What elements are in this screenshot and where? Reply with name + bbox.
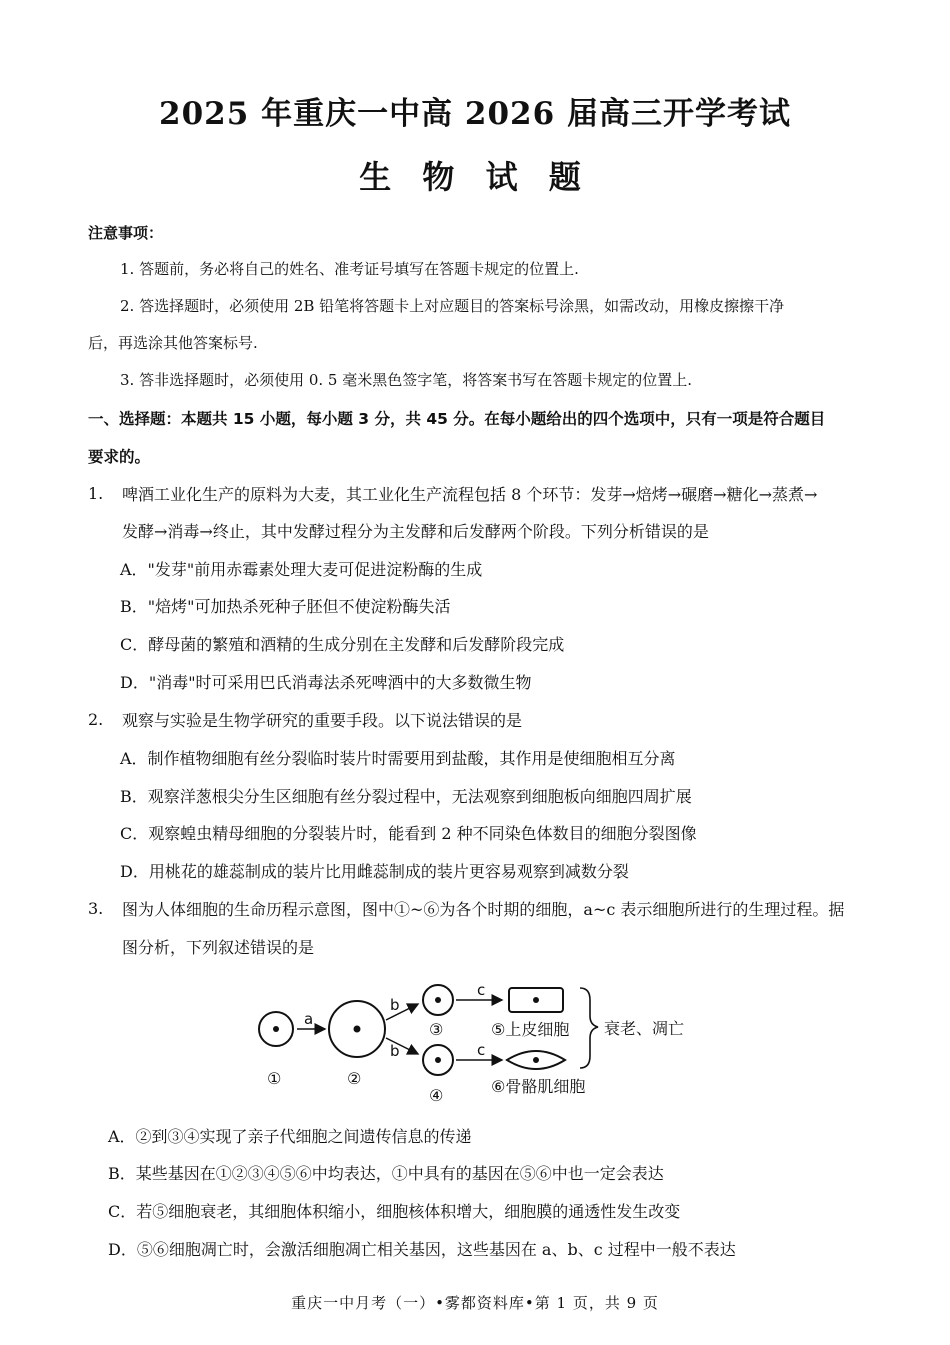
cell-3-label: ③ (429, 1020, 444, 1039)
question-stem: 图为人体细胞的生命历程示意图，图中①~⑥为各个时期的细胞，a~c 表示细胞所进行的生理过程。据 (122, 900, 845, 919)
option-d: D．"消毒"时可采用巴氏消毒法杀死啤酒中的大多数微生物 (120, 673, 532, 692)
arrow-a-label: a (304, 1010, 314, 1028)
page-footer: 重庆一中月考（一）•雾都资料库•第 1 页，共 9 页 (291, 1294, 659, 1312)
notice-item-2-line-2: 后，再选涂其他答案标号. (88, 334, 258, 352)
question-number: 3. (88, 899, 104, 918)
cell-2-nucleus (354, 1026, 361, 1033)
subject-title: 生 物 试 题 (359, 158, 591, 196)
option-a: A．制作植物细胞有丝分裂临时装片时需要用到盐酸，其作用是使细胞相互分离 (120, 749, 676, 768)
cell-2-label: ② (347, 1069, 362, 1088)
option-c: C．观察蝗虫精母细胞的分裂装片时，能看到 2 种不同染色体数目的细胞分裂图像 (120, 824, 697, 843)
notice-item-1: 1. 答题前，务必将自己的姓名、准考证号填写在答题卡规定的位置上. (120, 260, 579, 278)
cell-6-nucleus (533, 1057, 539, 1063)
arrow-b-upper-label: b (390, 996, 400, 1014)
option-c: C．酵母菌的繁殖和酒精的生成分别在主发酵和后发酵阶段完成 (120, 635, 565, 654)
option-b: B．"焙烤"可加热杀死种子胚但不使淀粉酶失活 (120, 597, 451, 616)
section-heading-line-2: 要求的。 (88, 448, 151, 466)
cell-life-history-diagram (250, 980, 710, 1110)
notice-heading: 注意事项： (88, 224, 164, 242)
option-d: D．⑤⑥细胞凋亡时，会激活细胞凋亡相关基因，这些基因在 a、b、c 过程中一般不表达 (108, 1240, 736, 1259)
option-a: A．"发芽"前用赤霉素处理大麦可促进淀粉酶的生成 (120, 560, 483, 579)
fate-label: 衰老、凋亡 (604, 1019, 685, 1038)
option-a: A．②到③④实现了亲子代细胞之间遗传信息的传递 (108, 1127, 472, 1146)
option-d: D．用桃花的雄蕊制成的装片比用雌蕊制成的装片更容易观察到减数分裂 (120, 862, 629, 881)
cell-1-nucleus (273, 1026, 279, 1032)
arrow-c-upper-label: c (477, 981, 486, 999)
cell-4-nucleus (435, 1057, 441, 1063)
section-heading-line-1: 一、选择题：本题共 15 小题，每小题 3 分，共 45 分。在每小题给出的四个选项中，只有一项是符合题目 (88, 410, 826, 428)
question-stem: 图分析，下列叙述错误的是 (122, 938, 315, 957)
option-c: C．若⑤细胞衰老，其细胞体积缩小，细胞核体积增大，细胞膜的通透性发生改变 (108, 1202, 681, 1221)
page-title: 2025 年重庆一中高 2026 届高三开学考试 (159, 96, 791, 132)
cell-5-label: ⑤上皮细胞 (491, 1020, 570, 1039)
arrow-c-lower-label: c (477, 1041, 486, 1059)
cell-5-nucleus (533, 997, 539, 1003)
cell-6-label: ⑥骨骼肌细胞 (491, 1077, 586, 1096)
cell-4-label: ④ (429, 1086, 444, 1105)
brace (580, 988, 598, 1068)
option-b: B．某些基因在①②③④⑤⑥中均表达，①中具有的基因在⑤⑥中也一定会表达 (108, 1164, 664, 1183)
option-b: B．观察洋葱根尖分生区细胞有丝分裂过程中，无法观察到细胞板向细胞四周扩展 (120, 787, 692, 806)
question-stem: 啤酒工业化生产的原料为大麦，其工业化生产流程包括 8 个环节：发芽→焙烤→碾磨→糖化→蒸煮→ (122, 485, 818, 504)
question-stem: 观察与实验是生物学研究的重要手段。以下说法错误的是 (122, 711, 523, 730)
question-stem: 发酵→消毒→终止，其中发酵过程分为主发酵和后发酵两个阶段。下列分析错误的是 (122, 522, 709, 541)
notice-item-3: 3. 答非选择题时，必须使用 0. 5 毫米黑色签字笔，将答案书写在答题卡规定的位置上. (120, 371, 693, 389)
question-number: 2. (88, 710, 104, 729)
cell-1-label: ① (267, 1069, 282, 1088)
question-number: 1. (88, 484, 104, 503)
cell-3-nucleus (435, 997, 441, 1003)
arrow-b-lower-label: b (390, 1042, 400, 1060)
notice-item-2-line-1: 2. 答选择题时，必须使用 2B 铅笔将答题卡上对应题目的答案标号涂黑，如需改动，用橡皮擦擦干净 (120, 297, 785, 315)
